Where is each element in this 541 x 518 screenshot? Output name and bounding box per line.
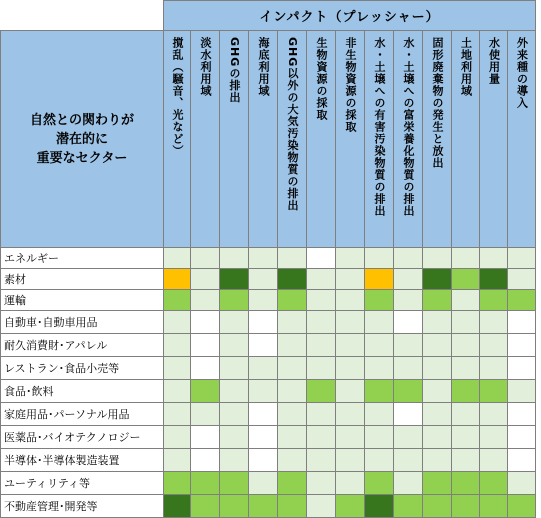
impact-level-cell xyxy=(220,269,249,290)
impact-level-cell xyxy=(508,269,536,290)
column-header xyxy=(508,31,536,248)
sector-header-title-line: 潜在的に xyxy=(55,131,108,147)
impact-level-cell xyxy=(307,495,336,518)
impact-level-cell xyxy=(278,495,307,518)
column-header-label: 水・土壌への富栄養化物質の排出 xyxy=(402,37,415,217)
sector-label: 不動産管理･開発等 xyxy=(1,495,164,518)
table-row xyxy=(1,403,536,426)
table-row xyxy=(1,426,536,449)
impact-level-cell xyxy=(423,248,452,269)
impact-level-cell xyxy=(307,248,336,269)
sector-label: 半導体･半導体製造装置 xyxy=(1,449,164,472)
impact-level-cell xyxy=(394,426,423,449)
impact-level-cell xyxy=(365,449,394,472)
impact-level-cell xyxy=(336,248,365,269)
column-header xyxy=(191,31,220,248)
impact-level-cell xyxy=(278,357,307,380)
impact-level-cell xyxy=(508,426,536,449)
table-row xyxy=(1,380,536,403)
impact-level-cell xyxy=(307,426,336,449)
impact-level-cell xyxy=(336,269,365,290)
impact-level-cell xyxy=(220,472,249,495)
impact-level-cell xyxy=(249,290,278,311)
impact-level-cell xyxy=(164,357,191,380)
column-header xyxy=(365,31,394,248)
impact-level-cell xyxy=(278,290,307,311)
impact-level-cell xyxy=(452,269,480,290)
sector-label: レストラン･食品小売等 xyxy=(1,357,164,380)
impact-level-cell xyxy=(365,269,394,290)
impact-level-cell xyxy=(508,311,536,334)
impact-level-cell xyxy=(394,248,423,269)
impact-level-cell xyxy=(452,403,480,426)
impact-level-cell xyxy=(220,380,249,403)
impact-level-cell xyxy=(394,269,423,290)
column-header xyxy=(164,31,191,248)
impact-level-cell xyxy=(508,472,536,495)
impact-level-cell xyxy=(423,380,452,403)
impact-level-cell xyxy=(480,357,508,380)
impact-level-cell xyxy=(336,449,365,472)
impact-level-cell xyxy=(365,290,394,311)
sector-label: 素材 xyxy=(1,269,164,290)
impact-level-cell xyxy=(307,403,336,426)
impact-level-cell xyxy=(365,357,394,380)
impact-level-cell xyxy=(452,472,480,495)
impact-level-cell xyxy=(423,357,452,380)
impact-level-cell xyxy=(423,269,452,290)
table-row xyxy=(1,290,536,311)
sector-label: 家庭用品･パーソナル用品 xyxy=(1,403,164,426)
impact-level-cell xyxy=(164,269,191,290)
impact-level-cell xyxy=(336,334,365,357)
impact-level-cell xyxy=(191,269,220,290)
sector-header-title xyxy=(1,31,164,248)
impact-level-cell xyxy=(220,290,249,311)
column-header-label: 生物資源の採取 xyxy=(315,37,328,121)
impact-level-cell xyxy=(480,449,508,472)
impact-level-cell xyxy=(480,495,508,518)
impact-level-cell xyxy=(423,290,452,311)
impact-level-cell xyxy=(365,311,394,334)
impact-level-cell xyxy=(336,426,365,449)
impact-level-cell xyxy=(307,269,336,290)
impact-level-cell xyxy=(164,472,191,495)
impact-level-cell xyxy=(508,495,536,518)
impact-level-cell xyxy=(508,248,536,269)
impact-level-cell xyxy=(394,449,423,472)
impact-level-cell xyxy=(423,334,452,357)
impact-level-cell xyxy=(423,495,452,518)
impact-level-cell xyxy=(191,426,220,449)
impact-level-cell xyxy=(394,495,423,518)
impact-level-cell xyxy=(191,403,220,426)
sector-header-title-line: 重要なセクター xyxy=(36,150,128,166)
impact-level-cell xyxy=(278,426,307,449)
impact-level-cell xyxy=(249,403,278,426)
impact-level-cell xyxy=(307,311,336,334)
impact-level-cell xyxy=(508,357,536,380)
impact-level-cell xyxy=(365,248,394,269)
impact-level-cell xyxy=(220,311,249,334)
impact-level-cell xyxy=(191,248,220,269)
impact-level-cell xyxy=(508,380,536,403)
impact-level-cell xyxy=(278,334,307,357)
impact-level-cell xyxy=(249,380,278,403)
column-header-label: GHG以外の大気汚染物質の排出 xyxy=(286,37,299,212)
impact-level-cell xyxy=(278,380,307,403)
impact-level-cell xyxy=(394,472,423,495)
impact-level-cell xyxy=(307,334,336,357)
impact-level-cell xyxy=(191,334,220,357)
impact-level-cell xyxy=(307,357,336,380)
impact-level-cell xyxy=(220,449,249,472)
impact-level-cell xyxy=(336,357,365,380)
impact-level-cell xyxy=(191,290,220,311)
impact-level-cell xyxy=(480,403,508,426)
impact-level-cell xyxy=(220,426,249,449)
impact-level-cell xyxy=(191,472,220,495)
impact-level-cell xyxy=(307,380,336,403)
impact-level-cell xyxy=(423,311,452,334)
impact-level-cell xyxy=(220,334,249,357)
impact-level-cell xyxy=(480,269,508,290)
impact-level-cell xyxy=(365,426,394,449)
impact-level-cell xyxy=(249,495,278,518)
table-row xyxy=(1,269,536,290)
column-header-label: 固形廃棄物の発生と放出 xyxy=(431,37,444,169)
column-header xyxy=(220,31,249,248)
impact-level-cell xyxy=(336,472,365,495)
impact-level-cell xyxy=(452,380,480,403)
impact-level-cell xyxy=(307,290,336,311)
impact-level-cell xyxy=(307,449,336,472)
impact-level-cell xyxy=(164,426,191,449)
impact-level-cell xyxy=(394,380,423,403)
column-header xyxy=(394,31,423,248)
impact-level-cell xyxy=(452,311,480,334)
impact-level-cell xyxy=(480,472,508,495)
impact-level-cell xyxy=(423,426,452,449)
impact-level-cell xyxy=(365,495,394,518)
impact-level-cell xyxy=(423,472,452,495)
impact-level-cell xyxy=(365,472,394,495)
column-header-label: GHGの排出 xyxy=(228,37,241,104)
sector-header-title-line: 自然との関わりが xyxy=(29,112,134,128)
impact-level-cell xyxy=(249,449,278,472)
column-header-label: 非生物資源の採取 xyxy=(344,37,357,133)
impact-level-cell xyxy=(336,290,365,311)
impact-level-cell xyxy=(394,311,423,334)
impact-level-cell xyxy=(249,426,278,449)
column-header-label: 海底利用域 xyxy=(257,37,270,97)
impact-level-cell xyxy=(452,426,480,449)
impact-level-cell xyxy=(452,248,480,269)
impact-level-cell xyxy=(278,472,307,495)
impact-level-cell xyxy=(480,248,508,269)
impact-level-cell xyxy=(508,334,536,357)
column-header-label: 水使用量 xyxy=(487,37,501,85)
column-header-label: 外来種の導入 xyxy=(515,37,529,109)
column-header-label: 水・土壌への有害汚染物質の排出 xyxy=(373,37,386,217)
corner-blank-cell xyxy=(1,1,164,31)
impact-level-cell xyxy=(307,472,336,495)
column-header xyxy=(452,31,480,248)
impact-level-cell xyxy=(249,357,278,380)
impact-level-cell xyxy=(191,311,220,334)
impact-level-cell xyxy=(249,269,278,290)
column-header xyxy=(278,31,307,248)
impact-level-cell xyxy=(365,403,394,426)
table-row xyxy=(1,495,536,518)
impact-level-cell xyxy=(423,449,452,472)
impact-level-cell xyxy=(164,449,191,472)
impact-level-cell xyxy=(508,403,536,426)
impact-level-cell xyxy=(278,449,307,472)
column-header xyxy=(336,31,365,248)
column-header xyxy=(423,31,452,248)
impact-level-cell xyxy=(394,290,423,311)
impact-level-cell xyxy=(220,248,249,269)
impact-level-cell xyxy=(220,403,249,426)
impact-level-cell xyxy=(164,380,191,403)
impact-level-cell xyxy=(249,248,278,269)
impact-level-cell xyxy=(336,380,365,403)
impact-level-cell xyxy=(480,426,508,449)
impact-level-cell xyxy=(480,380,508,403)
impact-level-cell xyxy=(164,290,191,311)
impact-level-cell xyxy=(452,290,480,311)
impact-level-cell xyxy=(336,311,365,334)
impact-level-cell xyxy=(480,311,508,334)
impact-level-cell xyxy=(249,334,278,357)
impact-level-cell xyxy=(220,495,249,518)
impact-level-cell xyxy=(394,357,423,380)
impact-level-cell xyxy=(452,449,480,472)
impact-level-cell xyxy=(191,380,220,403)
impact-level-cell xyxy=(365,380,394,403)
impact-level-cell xyxy=(452,495,480,518)
impact-level-cell xyxy=(394,403,423,426)
impact-level-cell xyxy=(508,290,536,311)
sector-label: 運輸 xyxy=(1,290,164,311)
sector-label: ユーティリティ等 xyxy=(1,472,164,495)
impact-level-cell xyxy=(164,495,191,518)
table-row xyxy=(1,472,536,495)
impact-level-cell xyxy=(480,334,508,357)
impact-level-cell xyxy=(220,357,249,380)
impact-level-cell xyxy=(452,334,480,357)
table-row xyxy=(1,311,536,334)
sector-label: 自動車･自動車用品 xyxy=(1,311,164,334)
impact-level-cell xyxy=(278,269,307,290)
table-row xyxy=(1,334,536,357)
impact-level-cell xyxy=(164,248,191,269)
impact-level-cell xyxy=(164,403,191,426)
impact-level-cell xyxy=(191,495,220,518)
table-row xyxy=(1,248,536,269)
sector-label: 食品･飲料 xyxy=(1,380,164,403)
impact-level-cell xyxy=(394,334,423,357)
sector-label: 医薬品･バイオテクノロジー xyxy=(1,426,164,449)
impact-level-cell xyxy=(164,311,191,334)
impact-level-cell xyxy=(336,495,365,518)
impact-level-cell xyxy=(191,449,220,472)
column-header-label: 撹乱（騒音、光など） xyxy=(171,37,184,157)
sector-label: エネルギー xyxy=(1,248,164,269)
impact-level-cell xyxy=(480,290,508,311)
column-header-label: 淡水利用域 xyxy=(199,37,212,97)
impact-level-cell xyxy=(278,248,307,269)
impact-header-title: インパクト（プレッシャー） xyxy=(164,1,536,31)
impact-level-cell xyxy=(423,403,452,426)
column-header xyxy=(307,31,336,248)
impact-level-cell xyxy=(164,334,191,357)
impact-level-cell xyxy=(452,357,480,380)
table-row xyxy=(1,357,536,380)
impact-level-cell xyxy=(336,403,365,426)
column-header-label: 土地利用域 xyxy=(459,37,473,97)
impact-level-cell xyxy=(278,311,307,334)
impact-level-cell xyxy=(508,449,536,472)
column-header xyxy=(480,31,508,248)
impact-level-cell xyxy=(191,357,220,380)
column-header xyxy=(249,31,278,248)
sector-label: 耐久消費財･アパレル xyxy=(1,334,164,357)
impact-level-cell xyxy=(365,334,394,357)
impact-level-cell xyxy=(249,472,278,495)
impact-level-cell xyxy=(249,311,278,334)
impact-level-cell xyxy=(278,403,307,426)
table-row xyxy=(1,449,536,472)
